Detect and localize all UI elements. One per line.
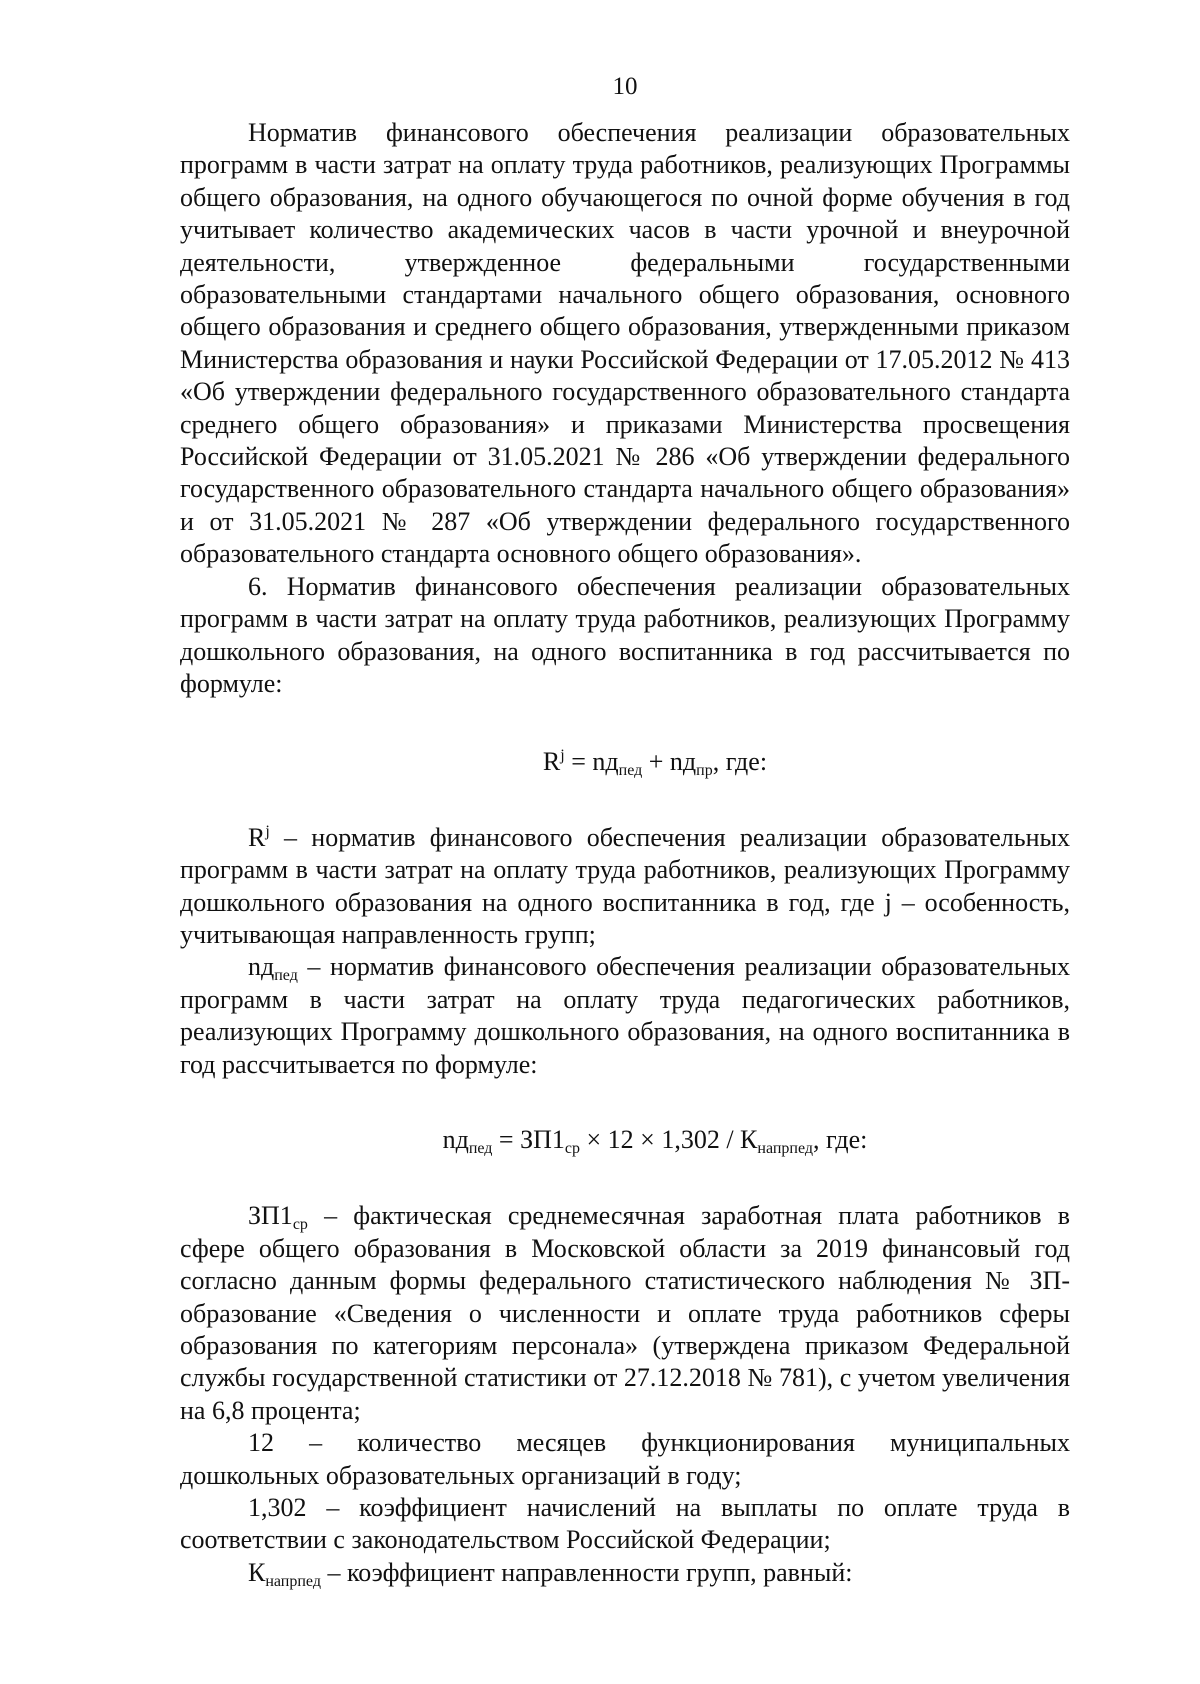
formula2-eq-zp: = ЗП1: [492, 1124, 565, 1154]
document-body: [180, 117, 1070, 1589]
zp1-definition-text: – фактическая среднемесячная заработная плата работников в сфере общего образования в Московской области за 2019 финансовый год согласно данным формы федерального статистического наблюдения № ЗП-образование «Сведения о численности и оплате труда работников сферы образования по категориям персонала» (утверждена приказом Федеральной службы государственной статистики от 27.12.2018 № 781), с учетом увеличения на 6,8 процента;: [180, 1201, 1070, 1425]
formula2-k-sub: напрпед: [757, 1139, 814, 1157]
k-definition-text: – коэффициент направленности групп, равный:: [320, 1557, 853, 1587]
ndped-definition-text: – норматив финансового обеспечения реализации образовательных программ в части затрат на оплату труда педагогических работников, реализующих Программу дошкольного образования, на одного воспитанника в год рассчитывается по формуле:: [180, 952, 1070, 1079]
formula-rj: [180, 746, 1070, 778]
symbol-r-sup: j: [265, 822, 270, 840]
symbol-zp1-sub: ср: [292, 1216, 308, 1234]
symbol-zp1: ЗП1: [248, 1201, 293, 1231]
symbol-k: К: [248, 1557, 266, 1587]
paragraph-item-6: 6. Норматив финансового обеспечения реализации образовательных программ в части затрат на оплату труда работников, реализующих Программу дошкольного образования, на одного воспитанника в год рассчитывается по формуле:: [180, 571, 1070, 698]
formula2-mid: × 12 × 1,302 / К: [580, 1124, 758, 1154]
formula-ndped: [180, 1124, 1070, 1156]
formula2-tail: , где:: [813, 1124, 868, 1154]
document-page: [180, 0, 1070, 1684]
paragraph-1302-coefficient: 1,302 – коэффициент начислений на выплаты по оплате труда в соответствии с законодательством Российской Федерации;: [180, 1493, 1070, 1555]
paragraph-k-definition: [180, 1557, 1070, 1589]
symbol-nd: nд: [248, 952, 275, 982]
paragraph-ndped-definition: [180, 951, 1070, 1081]
symbol-k-sub: напрпед: [265, 1572, 321, 1590]
rj-definition-text: – норматив финансового обеспечения реализации образовательных программ в части затрат на оплату труда работников, реализующих Программу дошкольного образования на одного воспитанника в год, где j – особенность, учитывающая направленность групп;: [180, 822, 1070, 949]
formula-eq-nd: = nд: [564, 747, 619, 777]
paragraph-12-months: 12 – количество месяцев функционирования муниципальных дошкольных образовательных организаций в году;: [180, 1428, 1070, 1490]
formula-tail: , где:: [712, 747, 768, 777]
paragraph-zp1-definition: [180, 1200, 1070, 1427]
formula2-zp-sub: ср: [564, 1139, 580, 1157]
symbol-nd-sub: пед: [274, 967, 298, 985]
formula-sub-pr: пр: [696, 762, 713, 780]
paragraph-norm-general-education: Норматив финансового обеспечения реализации образовательных программ в части затрат на оплату труда работников, реализующих Программы общего образования, на одного обучающегося по очной форме обучения в год учитывает количество академических часов в части урочной и внеурочной деятельности, утвержденное федеральными государственными образовательными стандартами начального общего образования, основного общего образования и среднего общего образования, утвержденными приказом Министерства образования и науки Российской Федерации от 17.05.2012 № 413 «Об утверждении федерального государственного образовательного стандарта среднего общего образования» и приказами Министерства просвещения Российской Федерации от 31.05.2021 № 286 «Об утверждении федерального государственного образовательного стандарта начального общего образования» и от 31.05.2021 № 287 «Об утверждении федерального государственного образовательного стандарта основного общего образования».: [180, 118, 1070, 569]
paragraph-rj-definition: [180, 822, 1070, 952]
page-number: 10: [612, 73, 638, 100]
symbol-r: R: [248, 822, 266, 852]
formula2-lhs: nд: [442, 1124, 469, 1154]
formula2-lhs-sub: пед: [468, 1139, 493, 1157]
formula-sub-ped: пед: [618, 762, 643, 780]
formula-r: R: [542, 747, 561, 777]
formula-r-sup: j: [560, 747, 565, 765]
formula-plus-nd: + nд: [642, 747, 697, 777]
